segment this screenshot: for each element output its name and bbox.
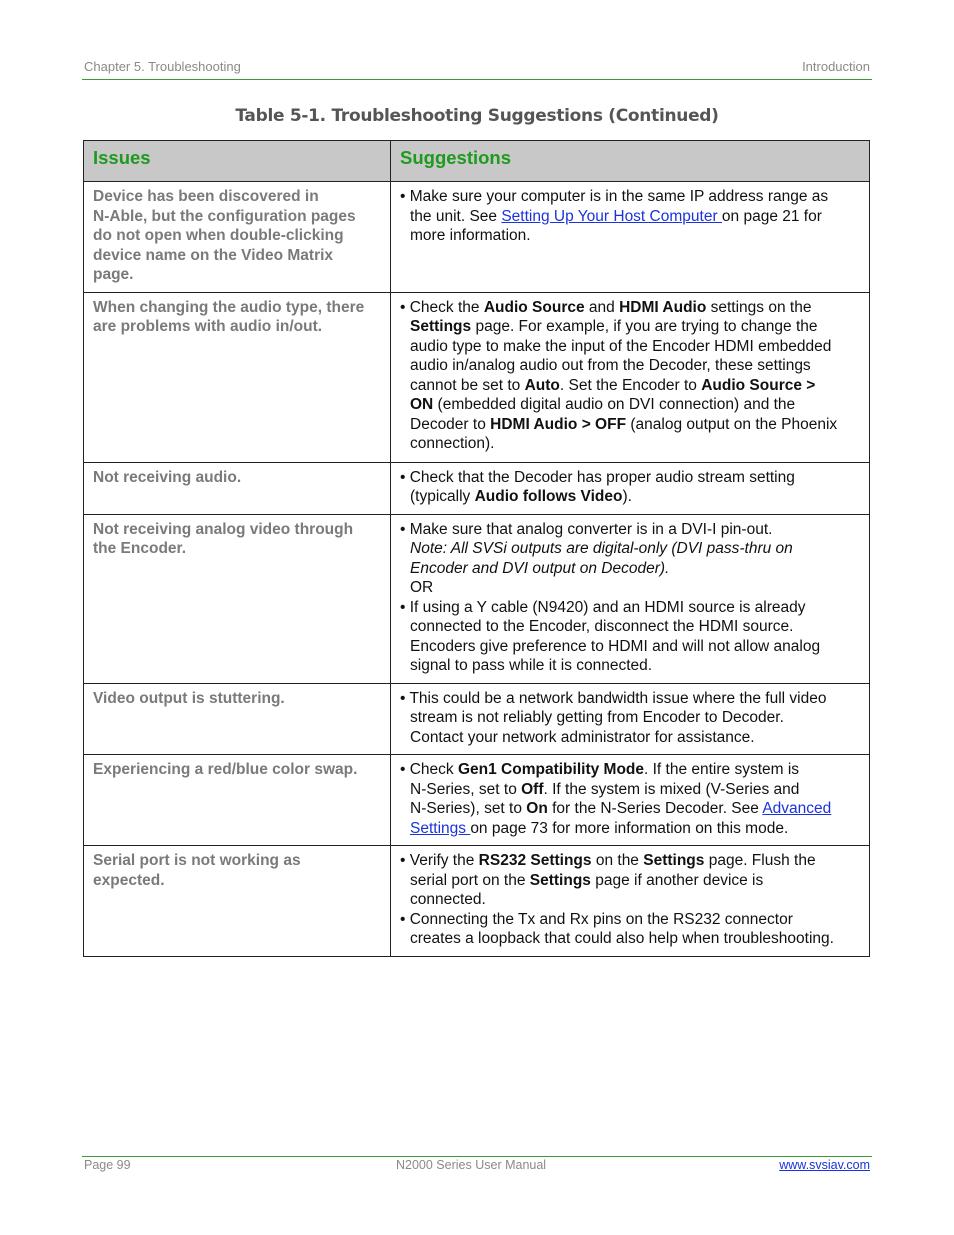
suggestion-text: Settings: [529, 871, 591, 889]
suggestion-text: • Make sure that analog converter is in a DVI-I pin-out.: [400, 520, 773, 538]
suggestion-line: [400, 376, 860, 396]
suggestion-line: [400, 487, 860, 507]
page-number: Page 99: [84, 1158, 131, 1172]
suggestion-text: connection).: [410, 435, 495, 452]
suggestion-text: Auto: [524, 376, 560, 394]
issue-cell: [84, 846, 391, 957]
suggestion-text: serial port on the: [410, 871, 530, 889]
suggestion-text: Decoder to: [410, 415, 491, 433]
issue-cell: [84, 683, 391, 755]
suggestion-line: [400, 468, 860, 488]
column-header-suggestions: Suggestions: [391, 141, 870, 182]
suggestion-line: [400, 395, 860, 415]
suggestion-line: [400, 910, 860, 930]
suggestion-text: . Set the Encoder to: [559, 376, 702, 394]
suggestion-line: [400, 617, 860, 637]
column-header-issues: Issues: [84, 141, 391, 182]
suggestion-text: settings on the: [706, 298, 812, 316]
suggestion-text: stream is not reliably getting from Encoder to Decoder.: [410, 709, 784, 726]
suggestion-text: the unit. See: [410, 207, 502, 225]
suggestion-text: page if another device is: [590, 871, 764, 889]
suggestion-text: • Verify the: [400, 852, 479, 869]
suggestion-text: Note: All SVSi outputs are digital-only (DVI pass-thru on: [410, 540, 793, 557]
suggestion-cell: [391, 514, 870, 683]
suggestion-text: Audio Source >: [701, 376, 816, 394]
suggestion-text: on page 73 for more information on this mode.: [470, 819, 789, 837]
suggestion-line: [400, 780, 860, 800]
suggestion-line: [400, 851, 860, 871]
suggestion-text: connected.: [410, 891, 486, 908]
suggestion-text: N-Series), set to: [410, 800, 527, 817]
suggestion-text: on the: [591, 852, 644, 869]
suggestion-text: N-Series, set to: [410, 780, 522, 798]
suggestion-line: [400, 656, 860, 676]
suggestion-line: [400, 637, 860, 657]
issue-text-line: Video output is stuttering.: [93, 689, 285, 707]
suggestion-line: [400, 760, 860, 780]
suggestion-text: more information.: [410, 227, 531, 244]
cross-reference-link[interactable]: Setting Up Your Host Computer: [501, 207, 722, 225]
issue-text-line: Not receiving audio.: [93, 468, 242, 486]
suggestion-line: [400, 871, 860, 891]
table-row: [84, 846, 870, 957]
suggestion-text: (analog output on the Phoenix: [626, 415, 838, 433]
suggestion-line: [400, 728, 860, 748]
suggestion-text: ON: [410, 396, 434, 413]
suggestion-text: Encoders give preference to HDMI and will not allow analog: [410, 637, 821, 655]
suggestion-cell: [391, 846, 870, 957]
suggestion-line: [400, 298, 860, 318]
suggestion-text: ).: [622, 488, 632, 505]
cross-reference-link[interactable]: Advanced: [762, 800, 832, 817]
issue-text-line: When changing the audio type, there: [93, 298, 365, 316]
suggestion-text: connected to the Encoder, disconnect the HDMI source.: [410, 618, 794, 635]
issue-text-line: Not receiving analog video through: [93, 520, 354, 538]
issue-cell: [84, 755, 391, 846]
suggestion-text: signal to pass while it is connected.: [410, 657, 653, 674]
suggestion-line: [400, 559, 860, 579]
suggestion-text: On: [526, 800, 548, 817]
suggestion-cell: [391, 292, 870, 462]
suggestion-text: Audio follows Video: [474, 488, 623, 505]
section-label: Introduction: [802, 59, 870, 74]
suggestion-text: Audio Source: [483, 298, 585, 316]
suggestion-text: • Check: [400, 761, 458, 778]
suggestion-line: [400, 689, 860, 709]
suggestion-line: [400, 708, 860, 728]
suggestion-text: Gen1 Compatibility Mode: [457, 761, 644, 778]
suggestion-text: • Check the: [400, 298, 484, 316]
suggestion-line: [400, 434, 860, 454]
website-link[interactable]: www.svsiav.com: [779, 1158, 870, 1172]
issue-text-line: Device has been discovered in: [93, 188, 319, 205]
suggestion-text: • Check that the Decoder has proper audio stream setting: [400, 468, 795, 486]
suggestion-text: Contact your network administrator for assistance.: [410, 728, 755, 746]
suggestion-text: creates a loopback that could also help when troubleshooting.: [410, 930, 834, 947]
issue-text-line: are problems with audio in/out.: [93, 318, 323, 335]
table-row: [84, 683, 870, 755]
suggestion-line: [400, 799, 860, 819]
suggestion-text: cannot be set to: [410, 376, 525, 394]
header-divider: [82, 79, 872, 80]
table-row: [84, 755, 870, 846]
suggestion-text: page. For example, if you are trying to change the: [471, 318, 818, 335]
suggestion-line: [400, 415, 860, 435]
suggestion-text: Settings: [643, 852, 705, 869]
suggestion-line: [400, 337, 860, 357]
issue-text-line: Serial port is not working as: [93, 852, 301, 869]
chapter-label: Chapter 5. Troubleshooting: [84, 59, 241, 74]
suggestion-text: and: [584, 298, 620, 316]
suggestion-line: [400, 356, 860, 376]
suggestion-text: on page 21 for: [721, 207, 822, 225]
suggestion-text: RS232 Settings: [478, 852, 592, 869]
suggestion-text: . If the entire system is: [644, 761, 800, 778]
suggestion-text: Settings: [410, 318, 472, 335]
issue-text-line: N-Able, but the configuration pages: [93, 207, 356, 225]
suggestion-cell: [391, 683, 870, 755]
troubleshooting-table: [83, 140, 870, 957]
suggestion-line: [400, 187, 860, 207]
suggestion-line: [400, 598, 860, 618]
table-row: [84, 292, 870, 462]
suggestion-text: • This could be a network bandwidth issue where the full video: [400, 689, 827, 707]
cross-reference-link[interactable]: Settings: [410, 819, 471, 837]
issue-cell: [84, 514, 391, 683]
suggestion-text: audio type to make the input of the Encoder HDMI embedded: [410, 337, 832, 355]
suggestion-text: HDMI Audio > OFF: [490, 415, 627, 433]
suggestion-text: OR: [410, 579, 434, 596]
suggestion-line: [400, 819, 860, 839]
suggestion-text: . If the system is mixed (V-Series and: [543, 780, 800, 798]
issue-cell: [84, 292, 391, 462]
suggestion-cell: [391, 182, 870, 293]
suggestion-cell: [391, 755, 870, 846]
suggestion-text: • Connecting the Tx and Rx pins on the RS232 connector: [400, 910, 793, 928]
suggestion-cell: [391, 462, 870, 514]
suggestion-text: Encoder and DVI output on Decoder).: [410, 559, 670, 577]
suggestion-text: page. Flush the: [704, 852, 816, 869]
suggestion-text: HDMI Audio: [619, 298, 707, 316]
suggestion-text: • If using a Y cable (N9420) and an HDMI source is already: [400, 598, 806, 616]
suggestion-text: (typically: [410, 488, 475, 505]
issue-text-line: page.: [93, 266, 134, 283]
manual-title: N2000 Series User Manual: [396, 1158, 547, 1172]
table-row: [84, 182, 870, 293]
suggestion-line: [400, 207, 860, 227]
suggestion-text: for the N-Series Decoder. See: [547, 800, 763, 817]
issue-text-line: device name on the Video Matrix: [93, 246, 334, 264]
footer-divider: [82, 1156, 872, 1157]
suggestion-line: [400, 317, 860, 337]
page-header: [84, 59, 870, 74]
page-footer: [84, 1158, 870, 1172]
suggestion-text: • Make sure your computer is in the same IP address range as: [400, 188, 829, 205]
table-row: [84, 514, 870, 683]
suggestion-line: [400, 539, 860, 559]
suggestion-line: [400, 226, 860, 246]
suggestion-line: [400, 520, 860, 540]
suggestion-line: [400, 929, 860, 949]
issue-text-line: do not open when double-clicking: [93, 227, 344, 244]
suggestion-line: [400, 890, 860, 910]
suggestion-text: Off: [521, 780, 544, 798]
issue-text-line: the Encoder.: [93, 540, 187, 557]
issue-cell: [84, 462, 391, 514]
issue-text-line: expected.: [93, 871, 165, 889]
issue-cell: [84, 182, 391, 293]
suggestion-text: audio in/analog audio out from the Decoder, these settings: [410, 357, 811, 374]
table-title: Table 5-1. Troubleshooting Suggestions (Continued): [235, 106, 719, 126]
suggestion-text: (embedded digital audio on DVI connection) and the: [433, 396, 796, 413]
issue-text-line: Experiencing a red/blue color swap.: [93, 761, 358, 778]
suggestion-line: [400, 578, 860, 598]
table-row: [84, 462, 870, 514]
